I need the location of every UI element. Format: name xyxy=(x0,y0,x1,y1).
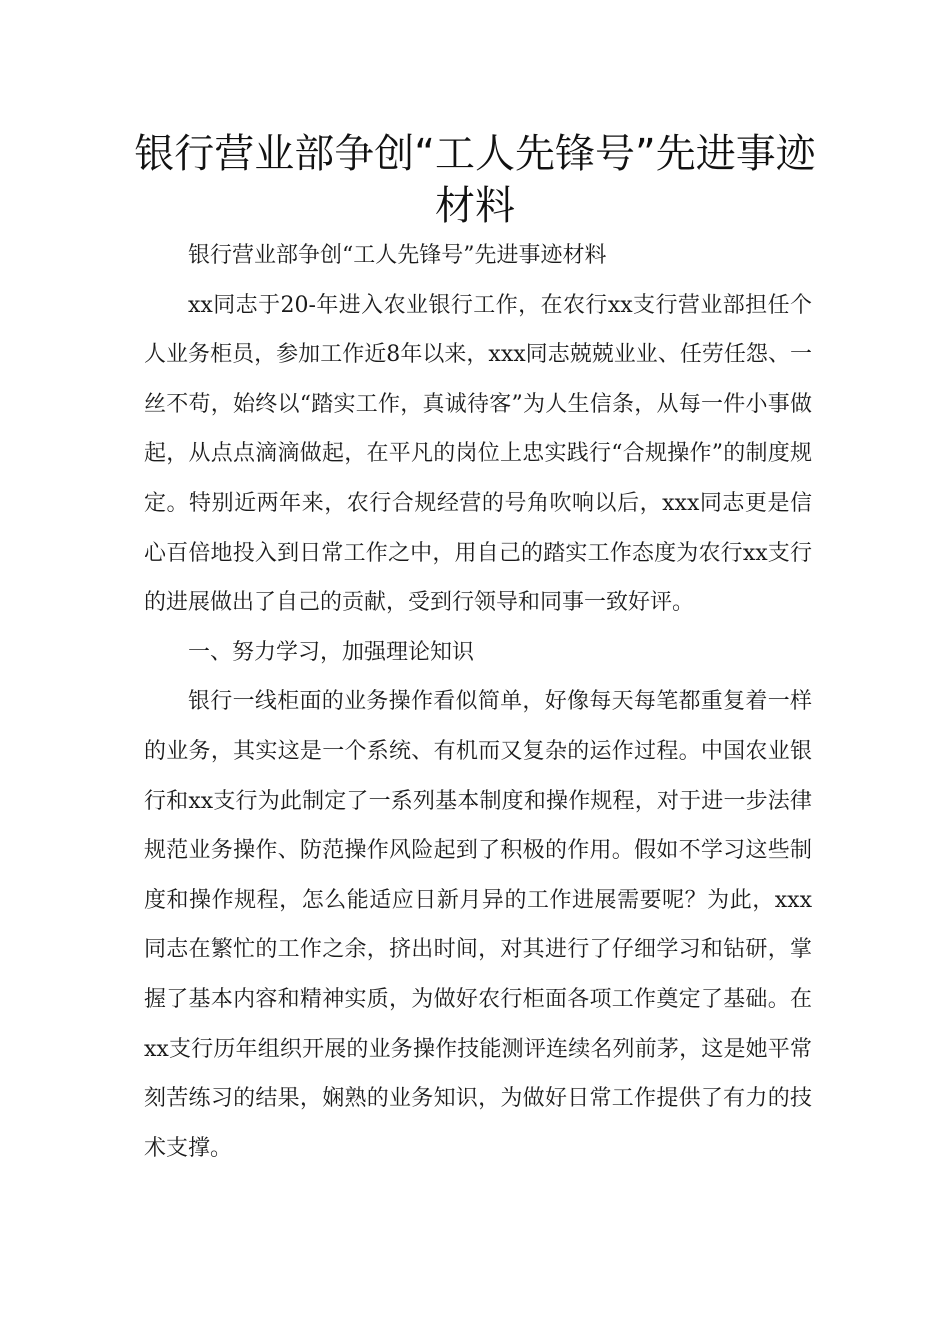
paragraph-section-1: 银行一线柜面的业务操作看似简单，好像每天每笔都重复着一样的业务，其实这是一个系统、有机而又复杂的运作过程。中国农业银行和xx支行为此制定了一系列基本制度和操作规程，对于进一步法律规范业务操作、防范操作风险起到了积极的作用。假如不学习这些制度和操作规程，怎么能适应日新月异的工作进展需要呢？为此，xxx同志在繁忙的工作之余，挤出时间，对其进行了仔细学习和钻研，掌握了基本内容和精神实质，为做好农行柜面各项工作奠定了基础。在xx支行历年组织开展的业务操作技能测评连续名列前茅，这是她平常刻苦练习的结果，娴熟的业务知识，为做好日常工作提供了有力的技术支撑。 xyxy=(144,689,812,1161)
section-heading-1: 一、努力学习，加强理论知识 xyxy=(188,639,475,665)
document-title: 银行营业部争创“工人先锋号”先进事迹材料 xyxy=(134,131,816,229)
document-body xyxy=(144,231,812,1173)
paragraph-intro: xx同志于20-年进入农业银行工作，在农行xx支行营业部担任个人业务柜员，参加工作近8年以来，xxx同志兢兢业业、任劳任怨、一丝不苟，始终以“踏实工作，真诚待客”为人生信条，从每一件小事做起，从点点滴滴做起，在平凡的岗位上忠实践行“合规操作”的制度规定。特别近两年来，农行合规经营的号角吹响以后，xxx同志更是信心百倍地投入到日常工作之中，用自己的踏实工作态度为农行xx支行的进展做出了自己的贡献，受到行领导和同事一致好评。 xyxy=(144,292,812,616)
paragraph-subtitle: 银行营业部争创“工人先锋号”先进事迹材料 xyxy=(188,243,607,268)
